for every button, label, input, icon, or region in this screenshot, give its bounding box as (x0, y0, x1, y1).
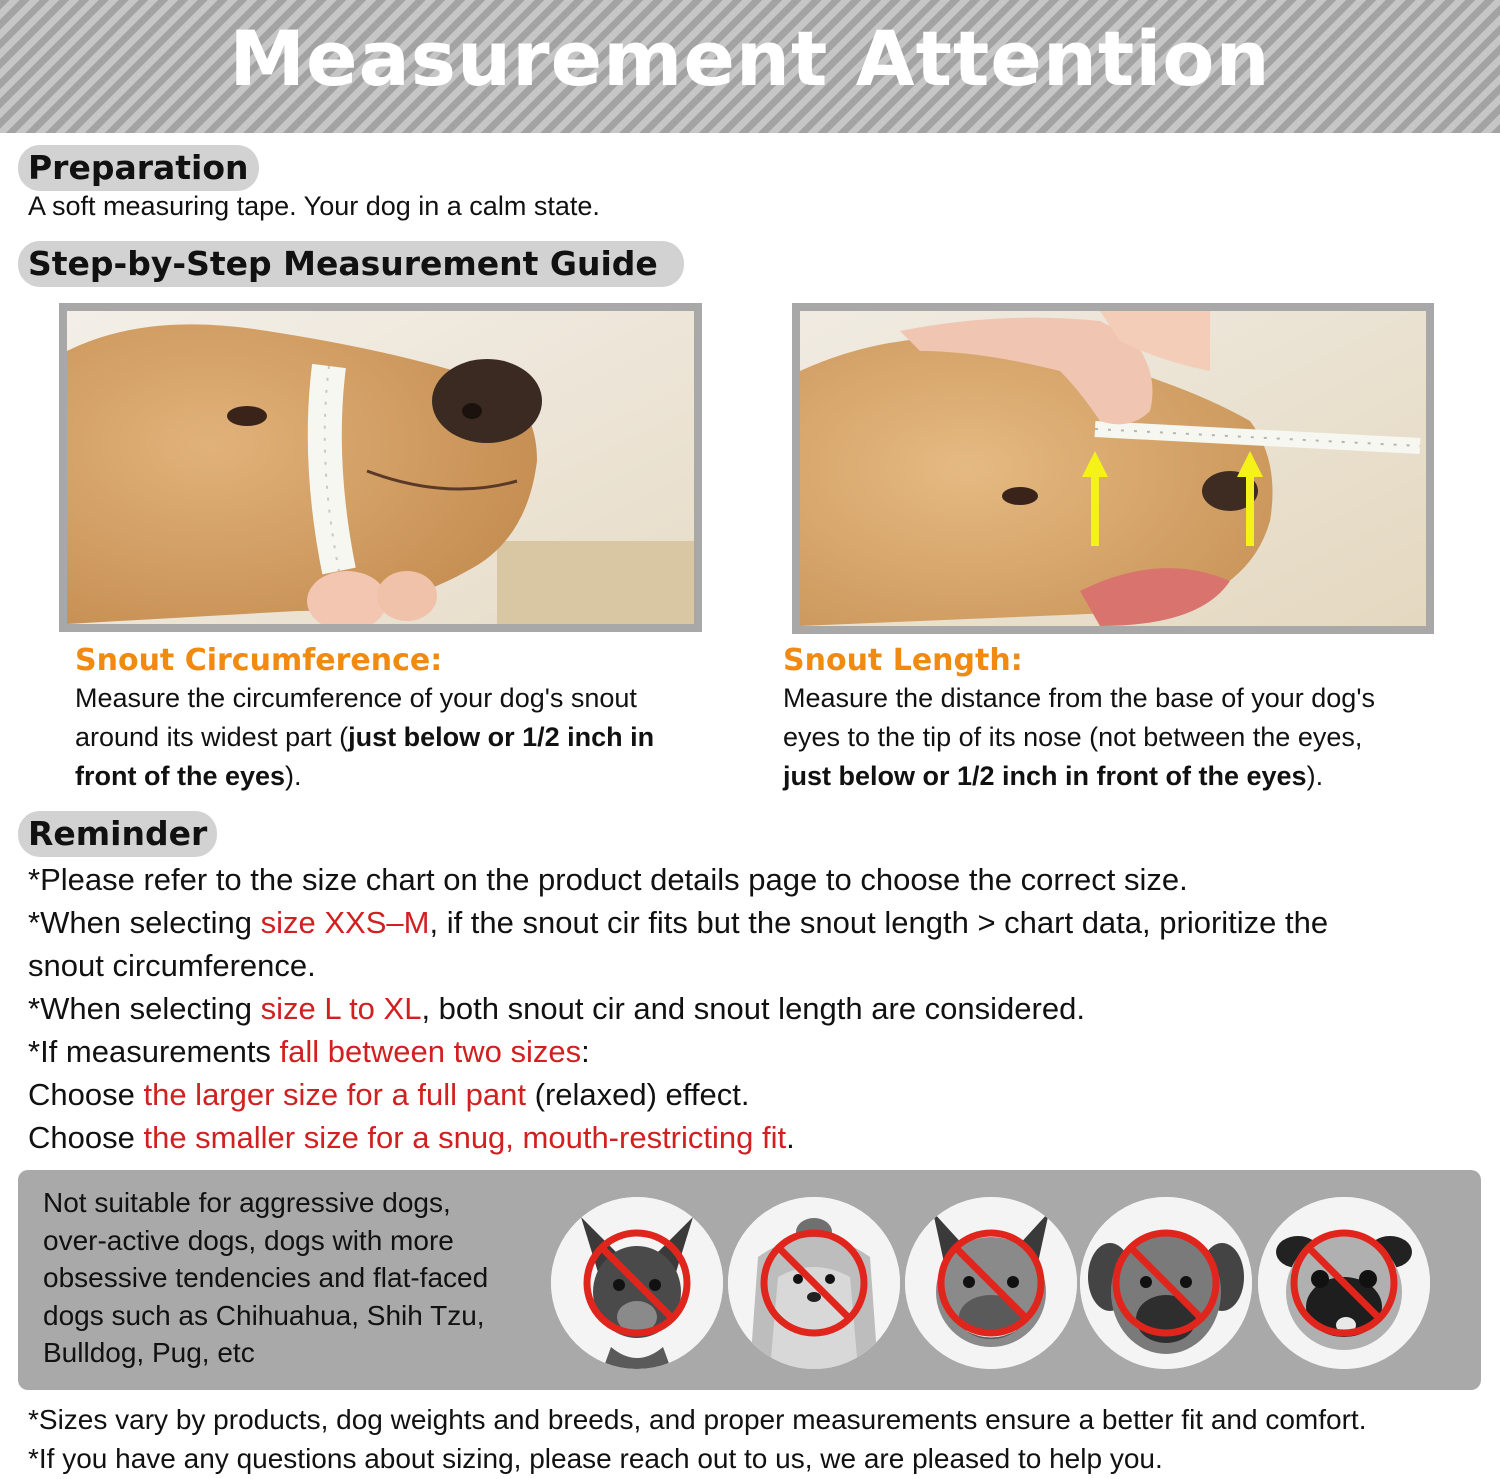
warning-line-2: over-active dogs, dogs with more (43, 1224, 454, 1256)
snout-circumference-title: Snout Circumference: (75, 643, 443, 678)
warning-line-4: dogs such as Chihuahua, Shih Tzu, (43, 1299, 485, 1331)
warning-line-1: Not suitable for aggressive dogs, (43, 1187, 451, 1218)
length-line-2: eyes to the tip of its nose (not between the eyes, (783, 722, 1363, 752)
shih-tzu-prohibited-icon (728, 1197, 900, 1369)
reminder-line-3: snout circumference. (28, 948, 316, 983)
snout-length-text (783, 679, 1375, 796)
length-line-1: Measure the distance from the base of your dog's (783, 683, 1375, 713)
bulldog-prohibited-icon (905, 1197, 1077, 1369)
pug-prohibited-icon (1258, 1197, 1430, 1369)
preparation-heading: Preparation (18, 145, 259, 191)
snout-length-title: Snout Length: (783, 643, 1023, 678)
warning-line-5: Bulldog, Pug, etc (43, 1337, 255, 1368)
reminder-line-4: *When selecting size L to XL, both snout cir and snout length are considered. (28, 991, 1085, 1026)
chihuahua-prohibited-icon (551, 1197, 723, 1369)
circ-line-1: Measure the circumference of your dog's snout (75, 683, 637, 713)
snout-circumference-text (75, 679, 654, 796)
reminder-line-2: *When selecting size XXS–M, if the snout cir fits but the snout length > chart data, prioritize the (28, 905, 1329, 940)
reminder-line-1: *Please refer to the size chart on the product details page to choose the correct size. (28, 862, 1188, 897)
reminder-heading: Reminder (18, 811, 217, 857)
length-line-3: just below or 1/2 inch in front of the eyes). (783, 761, 1324, 791)
footer-note-1: *Sizes vary by products, dog weights and breeds, and proper measurements ensure a better fit and comfort. (28, 1404, 1367, 1435)
circ-line-2: around its widest part (just below or 1/2 inch in (75, 722, 655, 752)
warning-line-3: obsessive tendencies and flat-faced (43, 1262, 489, 1293)
footer-note-2: *If you have any questions about sizing, please reach out to us, we are pleased to help you. (28, 1443, 1163, 1474)
reminder-text (28, 858, 1328, 1159)
warning-text (43, 1184, 543, 1372)
page-title: Measurement Attention (229, 14, 1271, 103)
snout-circumference-photo (59, 303, 702, 632)
preparation-text: A soft measuring tape. Your dog in a calm state. (28, 191, 600, 221)
snout-length-photo (792, 303, 1434, 634)
circ-line-3: front of the eyes). (75, 761, 302, 791)
mastiff-prohibited-icon (1080, 1197, 1252, 1369)
reminder-line-6: Choose the larger size for a full pant (relaxed) effect. (28, 1077, 750, 1112)
reminder-line-7: Choose the smaller size for a snug, mouth-restricting fit. (28, 1120, 795, 1155)
guide-heading: Step-by-Step Measurement Guide (18, 241, 684, 287)
reminder-line-5: *If measurements fall between two sizes: (28, 1034, 590, 1069)
